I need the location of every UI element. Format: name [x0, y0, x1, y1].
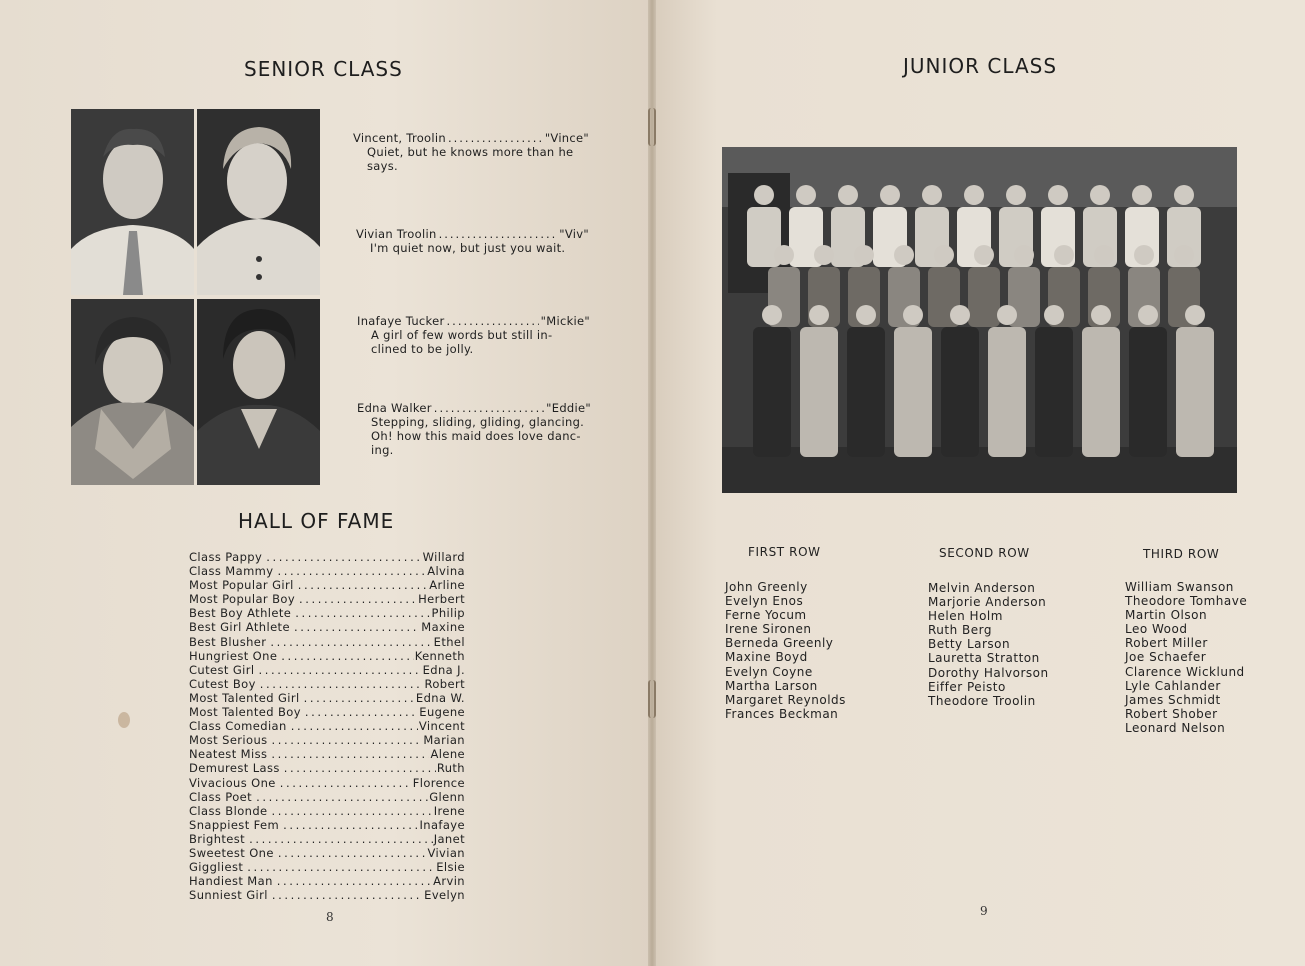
- photo-figure-head: [754, 185, 774, 205]
- second-row-names: [928, 581, 1049, 708]
- hall-of-fame-entry: [189, 663, 465, 677]
- photo-figure-head: [856, 305, 876, 325]
- junior-name: William Swanson: [1125, 580, 1234, 594]
- leader-dots: [272, 804, 433, 818]
- award-title: Sweetest One: [189, 845, 274, 860]
- leader-dots: [304, 691, 415, 705]
- award-name: Ruth: [436, 761, 465, 776]
- award-title: Cutest Girl: [189, 662, 255, 677]
- leader-dots: [259, 663, 422, 677]
- leader-dots: [295, 606, 430, 620]
- senior-nickname: "Mickie": [540, 314, 590, 328]
- junior-name: Evelyn Coyne: [725, 664, 813, 679]
- junior-name: Theodore Tomhave: [1125, 594, 1248, 609]
- photo-figure-head: [774, 245, 794, 265]
- award-title: Most Popular Boy: [189, 592, 296, 607]
- junior-name: Leo Wood: [1125, 622, 1188, 637]
- award-name: Willard: [422, 550, 465, 564]
- photo-figure: [894, 327, 932, 457]
- photo-figure-head: [762, 305, 782, 325]
- junior-name: Leonard Nelson: [1125, 720, 1226, 735]
- senior-description: I'm quiet now, but just you wait.: [370, 241, 566, 255]
- junior-name: Lyle Cahlander: [1125, 678, 1221, 693]
- junior-name: Ruth Berg: [928, 623, 992, 638]
- photo-figure-head: [1138, 305, 1158, 325]
- photo-figure: [1035, 327, 1073, 457]
- award-title: Vivacious One: [189, 775, 276, 790]
- award-title: Snappiest Fem: [189, 817, 280, 832]
- award-title: Most Talented Girl: [189, 690, 300, 705]
- award-name: Arline: [429, 578, 465, 593]
- hall-of-fame-entry: [189, 860, 465, 874]
- photo-figure-head: [1090, 185, 1110, 205]
- photo-figure: [1129, 327, 1167, 457]
- photo-figure-head: [1132, 185, 1152, 205]
- staple-icon: [648, 108, 656, 146]
- senior-description: ing.: [371, 443, 394, 457]
- first-row-heading: FIRST ROW: [748, 545, 821, 559]
- award-name: Evelyn: [424, 888, 465, 903]
- photo-figure-head: [1006, 185, 1026, 205]
- third-row-heading: THIRD ROW: [1143, 547, 1220, 561]
- award-title: Giggliest: [189, 860, 244, 875]
- photo-figure-head: [809, 305, 829, 325]
- junior-name: Eiffer Peisto: [928, 679, 1006, 694]
- hall-of-fame-entry: [189, 719, 465, 733]
- photo-figure-head: [1044, 305, 1064, 325]
- award-title: Most Popular Girl: [189, 578, 294, 593]
- award-title: Class Pappy: [189, 550, 263, 564]
- photo-figure: [988, 327, 1026, 457]
- award-title: Class Poet: [189, 789, 253, 804]
- award-title: Brightest: [189, 831, 246, 846]
- leader-dots: [249, 832, 433, 846]
- junior-name: Clarence Wicklund: [1125, 664, 1245, 679]
- hall-of-fame-entry: [189, 874, 465, 888]
- award-title: Neatest Miss: [189, 747, 268, 762]
- award-name: Elsie: [436, 860, 465, 875]
- leader-dots: [284, 761, 436, 775]
- award-name: Kenneth: [414, 648, 465, 663]
- junior-name: Melvin Anderson: [928, 581, 1036, 595]
- photo-figure: [1176, 327, 1214, 457]
- award-title: Class Comedian: [189, 719, 287, 734]
- photo-figure-head: [894, 245, 914, 265]
- award-name: Inafaye: [419, 817, 465, 832]
- leader-dots: [260, 677, 424, 691]
- junior-class-group-photo: [722, 147, 1237, 493]
- award-name: Alene: [430, 747, 465, 762]
- award-name: Edna W.: [415, 690, 465, 705]
- senior-name: Vincent, Troolin: [353, 131, 446, 145]
- senior-class-title: SENIOR CLASS: [244, 57, 403, 81]
- photo-figure-head: [854, 245, 874, 265]
- junior-name: Berneda Greenly: [725, 636, 834, 651]
- hall-of-fame-entry: [189, 747, 465, 761]
- photo-figure-head: [1174, 245, 1194, 265]
- leader-dots: [281, 649, 413, 663]
- junior-name: Frances Beckman: [725, 706, 839, 721]
- hall-of-fame-entry: [189, 620, 465, 634]
- award-name: Maxine: [421, 620, 465, 635]
- leader-dots: [272, 888, 423, 902]
- photo-figure-head: [1054, 245, 1074, 265]
- photo-figure: [968, 267, 1000, 327]
- junior-name: Margaret Reynolds: [725, 692, 846, 707]
- award-name: Marian: [423, 733, 465, 748]
- page-number-left: 8: [326, 910, 334, 924]
- photo-figure-head: [974, 245, 994, 265]
- photo-figure-head: [1134, 245, 1154, 265]
- hall-of-fame-entry: [189, 705, 465, 719]
- photo-figure: [800, 327, 838, 457]
- leader-dots: [278, 564, 427, 578]
- photo-figure: [753, 327, 791, 457]
- award-title: Most Talented Boy: [189, 705, 301, 720]
- award-name: Robert: [424, 676, 465, 691]
- photo-figure-head: [1091, 305, 1111, 325]
- hall-of-fame-entry: [189, 832, 465, 846]
- hall-of-fame-entry: [189, 888, 465, 902]
- junior-name: Evelyn Enos: [725, 594, 804, 609]
- award-title: Handiest Man: [189, 874, 273, 889]
- senior-bio-vincent: [353, 131, 589, 173]
- senior-bio-inafaye: [357, 314, 590, 356]
- award-name: Arvin: [433, 874, 465, 889]
- photo-figure-head: [814, 245, 834, 265]
- paper-stain: [118, 712, 130, 728]
- senior-portrait-vincent: [71, 109, 194, 295]
- hall-of-fame-list: [189, 550, 465, 902]
- award-title: Most Serious: [189, 733, 268, 748]
- junior-name: James Schmidt: [1125, 692, 1221, 707]
- hall-of-fame-entry: [189, 564, 465, 578]
- leader-dots: [271, 747, 429, 761]
- senior-description: Stepping, sliding, gliding, glancing.: [371, 415, 585, 429]
- senior-nickname: "Viv": [559, 227, 589, 241]
- leader-dots: [299, 592, 417, 606]
- photo-figure-head: [950, 305, 970, 325]
- hall-of-fame-entry: [189, 790, 465, 804]
- hall-of-fame-entry: [189, 592, 465, 606]
- leader-dots: [280, 776, 412, 790]
- photo-figure-head: [903, 305, 923, 325]
- senior-description: A girl of few words but still in-: [371, 328, 553, 342]
- award-name: Janet: [433, 831, 465, 846]
- hall-of-fame-entry: [189, 578, 465, 592]
- leader-dots: [278, 846, 427, 860]
- junior-name: Ferne Yocum: [725, 608, 807, 623]
- photo-figure-head: [796, 185, 816, 205]
- leader-dots: [247, 860, 435, 874]
- hall-of-fame-entry: [189, 804, 465, 818]
- photo-figure-head: [838, 185, 858, 205]
- hall-of-fame-entry: [189, 635, 465, 649]
- award-title: Sunniest Girl: [189, 888, 268, 903]
- leader-dots: [298, 578, 429, 592]
- second-row-heading: SECOND ROW: [939, 546, 1030, 560]
- leader-dots: [283, 818, 418, 832]
- hall-of-fame-entry: [189, 691, 465, 705]
- photo-figure: [847, 327, 885, 457]
- photo-figure: [941, 327, 979, 457]
- photo-figure-head: [964, 185, 984, 205]
- junior-name: Robert Miller: [1125, 636, 1208, 651]
- photo-figure-head: [1048, 185, 1068, 205]
- photo-figure-head: [934, 245, 954, 265]
- third-row-names: [1125, 580, 1247, 735]
- junior-name: Dorothy Halvorson: [928, 665, 1049, 680]
- junior-name: Theodore Troolin: [928, 693, 1036, 708]
- first-row-names: [725, 580, 846, 721]
- leader-dots: [272, 733, 423, 747]
- hall-of-fame-entry: [189, 846, 465, 860]
- junior-name: Betty Larson: [928, 637, 1011, 652]
- photo-figure: [1082, 327, 1120, 457]
- award-name: Irene: [433, 803, 465, 818]
- senior-description: Quiet, but he knows more than he: [367, 145, 574, 159]
- hall-of-fame-entry: [189, 776, 465, 790]
- photo-figure-head: [880, 185, 900, 205]
- award-name: Ethel: [433, 634, 465, 649]
- leader-dots: [305, 705, 418, 719]
- junior-name: Martha Larson: [725, 678, 818, 693]
- leader-dots: [291, 719, 418, 733]
- junior-class-title: JUNIOR CLASS: [903, 54, 1058, 78]
- senior-portrait-vivian: [197, 109, 320, 295]
- junior-name: Lauretta Stratton: [928, 651, 1040, 666]
- award-name: Eugene: [419, 705, 465, 720]
- award-name: Vivian: [427, 845, 465, 860]
- senior-nickname: "Eddie": [546, 401, 591, 415]
- page-number-right: 9: [980, 904, 988, 918]
- senior-name: Inafaye Tucker: [357, 314, 445, 328]
- hall-of-fame-entry: [189, 649, 465, 663]
- award-name: Vincent: [418, 719, 465, 734]
- hall-of-fame-title: HALL OF FAME: [238, 509, 395, 533]
- hall-of-fame-entry: [189, 550, 465, 564]
- junior-name: Martin Olson: [1125, 608, 1208, 623]
- award-name: Alvina: [427, 564, 465, 579]
- junior-name: Marjorie Anderson: [928, 595, 1047, 610]
- leader-dots: [266, 550, 421, 564]
- junior-name: John Greenly: [725, 580, 808, 594]
- award-title: Demurest Lass: [189, 761, 280, 776]
- photo-figure-head: [1014, 245, 1034, 265]
- senior-name: Edna Walker: [357, 401, 432, 415]
- senior-description: clined to be jolly.: [371, 342, 474, 356]
- leader-dots: [270, 635, 432, 649]
- leader-dots: [256, 790, 428, 804]
- hall-of-fame-entry: [189, 818, 465, 832]
- award-title: Class Mammy: [189, 564, 274, 579]
- award-title: Best Blusher: [189, 634, 267, 649]
- award-title: Class Blonde: [189, 803, 268, 818]
- senior-description: says.: [367, 159, 398, 173]
- staple-icon: [648, 680, 656, 718]
- leader-dots: [277, 874, 432, 888]
- photo-figure-head: [997, 305, 1017, 325]
- hall-of-fame-entry: [189, 761, 465, 775]
- senior-description: Oh! how this maid does love danc-: [371, 429, 581, 443]
- hall-of-fame-entry: [189, 606, 465, 620]
- senior-portrait-inafaye: [71, 299, 194, 485]
- award-title: Hungriest One: [189, 648, 278, 663]
- junior-name: Irene Sironen: [725, 622, 812, 637]
- junior-name: Joe Schaefer: [1125, 650, 1207, 665]
- senior-bio-edna: [357, 401, 591, 457]
- award-title: Cutest Boy: [189, 676, 256, 691]
- junior-name: Maxine Boyd: [725, 650, 808, 665]
- photo-figure-head: [922, 185, 942, 205]
- award-name: Glenn: [429, 789, 465, 804]
- hall-of-fame-entry: [189, 677, 465, 691]
- photo-figure-head: [1094, 245, 1114, 265]
- senior-name: Vivian Troolin: [356, 227, 437, 241]
- leader-dots: [294, 620, 420, 634]
- photo-figure-head: [1185, 305, 1205, 325]
- award-name: Herbert: [418, 592, 465, 607]
- junior-name: Robert Shober: [1125, 706, 1218, 721]
- senior-portrait-edna: [197, 299, 320, 485]
- award-name: Philip: [431, 606, 465, 621]
- award-title: Best Girl Athlete: [189, 620, 290, 635]
- senior-nickname: "Vince": [544, 131, 589, 145]
- award-name: Edna J.: [422, 662, 465, 677]
- senior-bio-vivian: [356, 227, 589, 255]
- photo-figure-head: [1174, 185, 1194, 205]
- award-name: Florence: [412, 775, 465, 790]
- hall-of-fame-entry: [189, 733, 465, 747]
- award-title: Best Boy Athlete: [189, 606, 292, 621]
- junior-name: Helen Holm: [928, 609, 1003, 624]
